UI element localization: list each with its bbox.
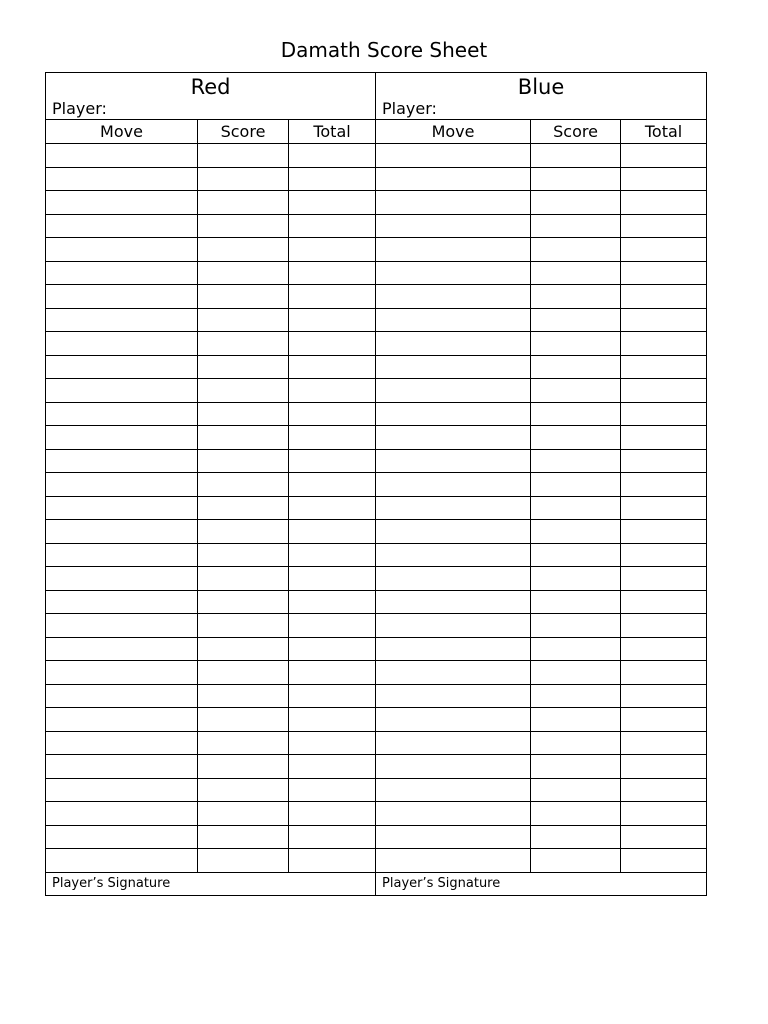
table-row bbox=[46, 755, 707, 779]
blue-score-cell[interactable] bbox=[531, 402, 621, 426]
blue-total-cell[interactable] bbox=[621, 167, 707, 191]
blue-score-cell[interactable] bbox=[531, 543, 621, 567]
blue-total-cell[interactable] bbox=[621, 731, 707, 755]
blue-total-cell[interactable] bbox=[621, 684, 707, 708]
red-total-cell[interactable] bbox=[289, 590, 376, 614]
red-move-cell[interactable] bbox=[46, 637, 198, 661]
blue-total-cell[interactable] bbox=[621, 238, 707, 262]
red-total-cell[interactable] bbox=[289, 731, 376, 755]
blue-total-cell[interactable] bbox=[621, 778, 707, 802]
red-move-cell[interactable] bbox=[46, 238, 198, 262]
table-row bbox=[46, 355, 707, 379]
red-total-cell[interactable] bbox=[289, 614, 376, 638]
red-score-cell[interactable] bbox=[198, 449, 289, 473]
table-row bbox=[46, 614, 707, 638]
red-move-cell[interactable] bbox=[46, 543, 198, 567]
red-score-cell[interactable] bbox=[198, 426, 289, 450]
red-move-cell[interactable] bbox=[46, 802, 198, 826]
red-move-cell[interactable] bbox=[46, 849, 198, 873]
blue-score-cell[interactable] bbox=[531, 191, 621, 215]
red-total-cell[interactable] bbox=[289, 191, 376, 215]
red-move-cell[interactable] bbox=[46, 144, 198, 168]
blue-score-cell[interactable] bbox=[531, 426, 621, 450]
team-header-blue bbox=[376, 73, 707, 120]
red-score-cell[interactable] bbox=[198, 778, 289, 802]
blue-score-cell[interactable] bbox=[531, 285, 621, 309]
player-label: Player: bbox=[52, 99, 107, 118]
table-row bbox=[46, 496, 707, 520]
blue-move-cell[interactable] bbox=[376, 731, 531, 755]
red-total-cell[interactable] bbox=[289, 402, 376, 426]
blue-score-cell[interactable] bbox=[531, 308, 621, 332]
team-header-row bbox=[46, 73, 707, 120]
red-move-cell[interactable] bbox=[46, 167, 198, 191]
table-row bbox=[46, 802, 707, 826]
table-row bbox=[46, 567, 707, 591]
red-move-cell[interactable] bbox=[46, 590, 198, 614]
table-row bbox=[46, 167, 707, 191]
blue-score-cell[interactable] bbox=[531, 520, 621, 544]
blue-move-cell[interactable] bbox=[376, 167, 531, 191]
blue-move-cell[interactable] bbox=[376, 614, 531, 638]
blue-move-cell[interactable] bbox=[376, 496, 531, 520]
signature-row bbox=[46, 872, 707, 895]
red-total-cell[interactable] bbox=[289, 543, 376, 567]
red-move-cell[interactable] bbox=[46, 402, 198, 426]
blue-score-cell[interactable] bbox=[531, 614, 621, 638]
red-move-cell[interactable] bbox=[46, 520, 198, 544]
red-move-cell[interactable] bbox=[46, 614, 198, 638]
signature-field-blue[interactable]: Player’s Signature bbox=[376, 872, 707, 895]
red-move-cell[interactable] bbox=[46, 684, 198, 708]
signature-field-red[interactable]: Player’s Signature bbox=[46, 872, 376, 895]
blue-score-cell[interactable] bbox=[531, 684, 621, 708]
red-move-cell[interactable] bbox=[46, 825, 198, 849]
column-header-score: Score bbox=[198, 120, 289, 144]
table-row bbox=[46, 308, 707, 332]
red-move-cell[interactable] bbox=[46, 261, 198, 285]
blue-score-cell[interactable] bbox=[531, 567, 621, 591]
blue-move-cell[interactable] bbox=[376, 238, 531, 262]
score-table bbox=[45, 72, 707, 896]
column-header-row bbox=[46, 120, 707, 144]
red-total-cell[interactable] bbox=[289, 567, 376, 591]
red-move-cell[interactable] bbox=[46, 778, 198, 802]
red-move-cell[interactable] bbox=[46, 214, 198, 238]
team-header-red bbox=[46, 73, 376, 120]
red-score-cell[interactable] bbox=[198, 802, 289, 826]
blue-score-cell[interactable] bbox=[531, 473, 621, 497]
blue-score-cell[interactable] bbox=[531, 731, 621, 755]
column-header-total: Total bbox=[621, 120, 707, 144]
red-total-cell[interactable] bbox=[289, 332, 376, 356]
table-row bbox=[46, 191, 707, 215]
blue-move-cell[interactable] bbox=[376, 778, 531, 802]
table-row bbox=[46, 520, 707, 544]
table-row bbox=[46, 661, 707, 685]
column-header-score: Score bbox=[531, 120, 621, 144]
blue-score-cell[interactable] bbox=[531, 708, 621, 732]
blue-move-cell[interactable] bbox=[376, 590, 531, 614]
blue-total-cell[interactable] bbox=[621, 449, 707, 473]
red-total-cell[interactable] bbox=[289, 355, 376, 379]
blue-total-cell[interactable] bbox=[621, 379, 707, 403]
red-total-cell[interactable] bbox=[289, 473, 376, 497]
team-name: Red bbox=[190, 75, 231, 99]
blue-score-cell[interactable] bbox=[531, 332, 621, 356]
blue-score-cell[interactable] bbox=[531, 449, 621, 473]
blue-score-cell[interactable] bbox=[531, 849, 621, 873]
table-row bbox=[46, 590, 707, 614]
blue-move-cell[interactable] bbox=[376, 426, 531, 450]
table-row bbox=[46, 543, 707, 567]
red-move-cell[interactable] bbox=[46, 661, 198, 685]
blue-total-cell[interactable] bbox=[621, 543, 707, 567]
red-score-cell[interactable] bbox=[198, 402, 289, 426]
red-total-cell[interactable] bbox=[289, 285, 376, 309]
red-move-cell[interactable] bbox=[46, 496, 198, 520]
red-total-cell[interactable] bbox=[289, 637, 376, 661]
table-row bbox=[46, 449, 707, 473]
red-score-cell[interactable] bbox=[198, 755, 289, 779]
table-row bbox=[46, 261, 707, 285]
blue-move-cell[interactable] bbox=[376, 543, 531, 567]
table-row bbox=[46, 731, 707, 755]
blue-move-cell[interactable] bbox=[376, 802, 531, 826]
blue-move-cell[interactable] bbox=[376, 144, 531, 168]
blue-score-cell[interactable] bbox=[531, 755, 621, 779]
blue-move-cell[interactable] bbox=[376, 449, 531, 473]
column-header-total: Total bbox=[289, 120, 376, 144]
red-total-cell[interactable] bbox=[289, 755, 376, 779]
red-total-cell[interactable] bbox=[289, 496, 376, 520]
blue-score-cell[interactable] bbox=[531, 661, 621, 685]
red-total-cell[interactable] bbox=[289, 708, 376, 732]
red-total-cell[interactable] bbox=[289, 308, 376, 332]
red-score-cell[interactable] bbox=[198, 167, 289, 191]
blue-total-cell[interactable] bbox=[621, 402, 707, 426]
red-move-cell[interactable] bbox=[46, 755, 198, 779]
blue-total-cell[interactable] bbox=[621, 637, 707, 661]
red-score-cell[interactable] bbox=[198, 637, 289, 661]
table-row bbox=[46, 637, 707, 661]
blue-move-cell[interactable] bbox=[376, 402, 531, 426]
blue-total-cell[interactable] bbox=[621, 802, 707, 826]
red-score-cell[interactable] bbox=[198, 708, 289, 732]
red-total-cell[interactable] bbox=[289, 661, 376, 685]
player-label: Player: bbox=[382, 99, 437, 118]
blue-move-cell[interactable] bbox=[376, 308, 531, 332]
red-score-cell[interactable] bbox=[198, 661, 289, 685]
blue-total-cell[interactable] bbox=[621, 708, 707, 732]
red-total-cell[interactable] bbox=[289, 261, 376, 285]
blue-total-cell[interactable] bbox=[621, 825, 707, 849]
blue-total-cell[interactable] bbox=[621, 755, 707, 779]
red-score-cell[interactable] bbox=[198, 543, 289, 567]
blue-move-cell[interactable] bbox=[376, 637, 531, 661]
blue-score-cell[interactable] bbox=[531, 778, 621, 802]
blue-move-cell[interactable] bbox=[376, 332, 531, 356]
red-score-cell[interactable] bbox=[198, 520, 289, 544]
blue-total-cell[interactable] bbox=[621, 661, 707, 685]
blue-move-cell[interactable] bbox=[376, 661, 531, 685]
blue-total-cell[interactable] bbox=[621, 332, 707, 356]
red-score-cell[interactable] bbox=[198, 308, 289, 332]
table-row bbox=[46, 426, 707, 450]
red-total-cell[interactable] bbox=[289, 520, 376, 544]
blue-total-cell[interactable] bbox=[621, 590, 707, 614]
red-score-cell[interactable] bbox=[198, 567, 289, 591]
red-move-cell[interactable] bbox=[46, 449, 198, 473]
red-score-cell[interactable] bbox=[198, 684, 289, 708]
blue-total-cell[interactable] bbox=[621, 214, 707, 238]
red-total-cell[interactable] bbox=[289, 426, 376, 450]
red-score-cell[interactable] bbox=[198, 144, 289, 168]
red-total-cell[interactable] bbox=[289, 238, 376, 262]
red-move-cell[interactable] bbox=[46, 731, 198, 755]
blue-move-cell[interactable] bbox=[376, 684, 531, 708]
table-row bbox=[46, 402, 707, 426]
red-score-cell[interactable] bbox=[198, 261, 289, 285]
red-score-cell[interactable] bbox=[198, 473, 289, 497]
red-total-cell[interactable] bbox=[289, 144, 376, 168]
column-header-move: Move bbox=[46, 120, 198, 144]
blue-score-cell[interactable] bbox=[531, 214, 621, 238]
team-name: Blue bbox=[517, 75, 565, 99]
red-move-cell[interactable] bbox=[46, 426, 198, 450]
blue-score-cell[interactable] bbox=[531, 355, 621, 379]
blue-score-cell[interactable] bbox=[531, 637, 621, 661]
blue-total-cell[interactable] bbox=[621, 308, 707, 332]
red-move-cell[interactable] bbox=[46, 308, 198, 332]
red-total-cell[interactable] bbox=[289, 825, 376, 849]
red-move-cell[interactable] bbox=[46, 332, 198, 356]
blue-move-cell[interactable] bbox=[376, 825, 531, 849]
red-score-cell[interactable] bbox=[198, 731, 289, 755]
red-score-cell[interactable] bbox=[198, 238, 289, 262]
red-score-cell[interactable] bbox=[198, 355, 289, 379]
blue-total-cell[interactable] bbox=[621, 614, 707, 638]
blue-move-cell[interactable] bbox=[376, 708, 531, 732]
blue-move-cell[interactable] bbox=[376, 520, 531, 544]
blue-total-cell[interactable] bbox=[621, 849, 707, 873]
blue-total-cell[interactable] bbox=[621, 285, 707, 309]
blue-move-cell[interactable] bbox=[376, 285, 531, 309]
red-total-cell[interactable] bbox=[289, 214, 376, 238]
red-total-cell[interactable] bbox=[289, 379, 376, 403]
red-score-cell[interactable] bbox=[198, 614, 289, 638]
table-row bbox=[46, 849, 707, 873]
blue-score-cell[interactable] bbox=[531, 379, 621, 403]
red-move-cell[interactable] bbox=[46, 379, 198, 403]
table-row bbox=[46, 214, 707, 238]
red-total-cell[interactable] bbox=[289, 849, 376, 873]
table-row bbox=[46, 238, 707, 262]
blue-total-cell[interactable] bbox=[621, 191, 707, 215]
blue-total-cell[interactable] bbox=[621, 473, 707, 497]
table-row bbox=[46, 473, 707, 497]
blue-score-cell[interactable] bbox=[531, 261, 621, 285]
blue-move-cell[interactable] bbox=[376, 261, 531, 285]
blue-total-cell[interactable] bbox=[621, 261, 707, 285]
table-row bbox=[46, 825, 707, 849]
table-row bbox=[46, 144, 707, 168]
score-rows bbox=[46, 144, 707, 873]
red-move-cell[interactable] bbox=[46, 355, 198, 379]
red-score-cell[interactable] bbox=[198, 825, 289, 849]
blue-score-cell[interactable] bbox=[531, 496, 621, 520]
table-row bbox=[46, 285, 707, 309]
red-move-cell[interactable] bbox=[46, 708, 198, 732]
sheet-title: Damath Score Sheet bbox=[280, 38, 488, 62]
red-move-cell[interactable] bbox=[46, 191, 198, 215]
red-total-cell[interactable] bbox=[289, 167, 376, 191]
red-score-cell[interactable] bbox=[198, 214, 289, 238]
blue-move-cell[interactable] bbox=[376, 355, 531, 379]
red-total-cell[interactable] bbox=[289, 684, 376, 708]
blue-total-cell[interactable] bbox=[621, 144, 707, 168]
blue-move-cell[interactable] bbox=[376, 849, 531, 873]
table-row bbox=[46, 708, 707, 732]
blue-total-cell[interactable] bbox=[621, 426, 707, 450]
table-row bbox=[46, 332, 707, 356]
red-move-cell[interactable] bbox=[46, 567, 198, 591]
red-score-cell[interactable] bbox=[198, 849, 289, 873]
red-total-cell[interactable] bbox=[289, 778, 376, 802]
table-row bbox=[46, 379, 707, 403]
blue-score-cell[interactable] bbox=[531, 802, 621, 826]
blue-score-cell[interactable] bbox=[531, 144, 621, 168]
red-total-cell[interactable] bbox=[289, 802, 376, 826]
table-row bbox=[46, 684, 707, 708]
blue-move-cell[interactable] bbox=[376, 473, 531, 497]
blue-move-cell[interactable] bbox=[376, 567, 531, 591]
red-score-cell[interactable] bbox=[198, 590, 289, 614]
blue-score-cell[interactable] bbox=[531, 238, 621, 262]
red-total-cell[interactable] bbox=[289, 449, 376, 473]
red-score-cell[interactable] bbox=[198, 379, 289, 403]
red-score-cell[interactable] bbox=[198, 332, 289, 356]
red-score-cell[interactable] bbox=[198, 285, 289, 309]
blue-score-cell[interactable] bbox=[531, 167, 621, 191]
blue-total-cell[interactable] bbox=[621, 355, 707, 379]
red-move-cell[interactable] bbox=[46, 285, 198, 309]
red-score-cell[interactable] bbox=[198, 496, 289, 520]
blue-move-cell[interactable] bbox=[376, 191, 531, 215]
column-header-move: Move bbox=[376, 120, 531, 144]
blue-move-cell[interactable] bbox=[376, 755, 531, 779]
blue-move-cell[interactable] bbox=[376, 379, 531, 403]
blue-total-cell[interactable] bbox=[621, 520, 707, 544]
blue-score-cell[interactable] bbox=[531, 590, 621, 614]
blue-score-cell[interactable] bbox=[531, 825, 621, 849]
red-score-cell[interactable] bbox=[198, 191, 289, 215]
blue-total-cell[interactable] bbox=[621, 567, 707, 591]
blue-total-cell[interactable] bbox=[621, 496, 707, 520]
table-row bbox=[46, 778, 707, 802]
blue-move-cell[interactable] bbox=[376, 214, 531, 238]
red-move-cell[interactable] bbox=[46, 473, 198, 497]
